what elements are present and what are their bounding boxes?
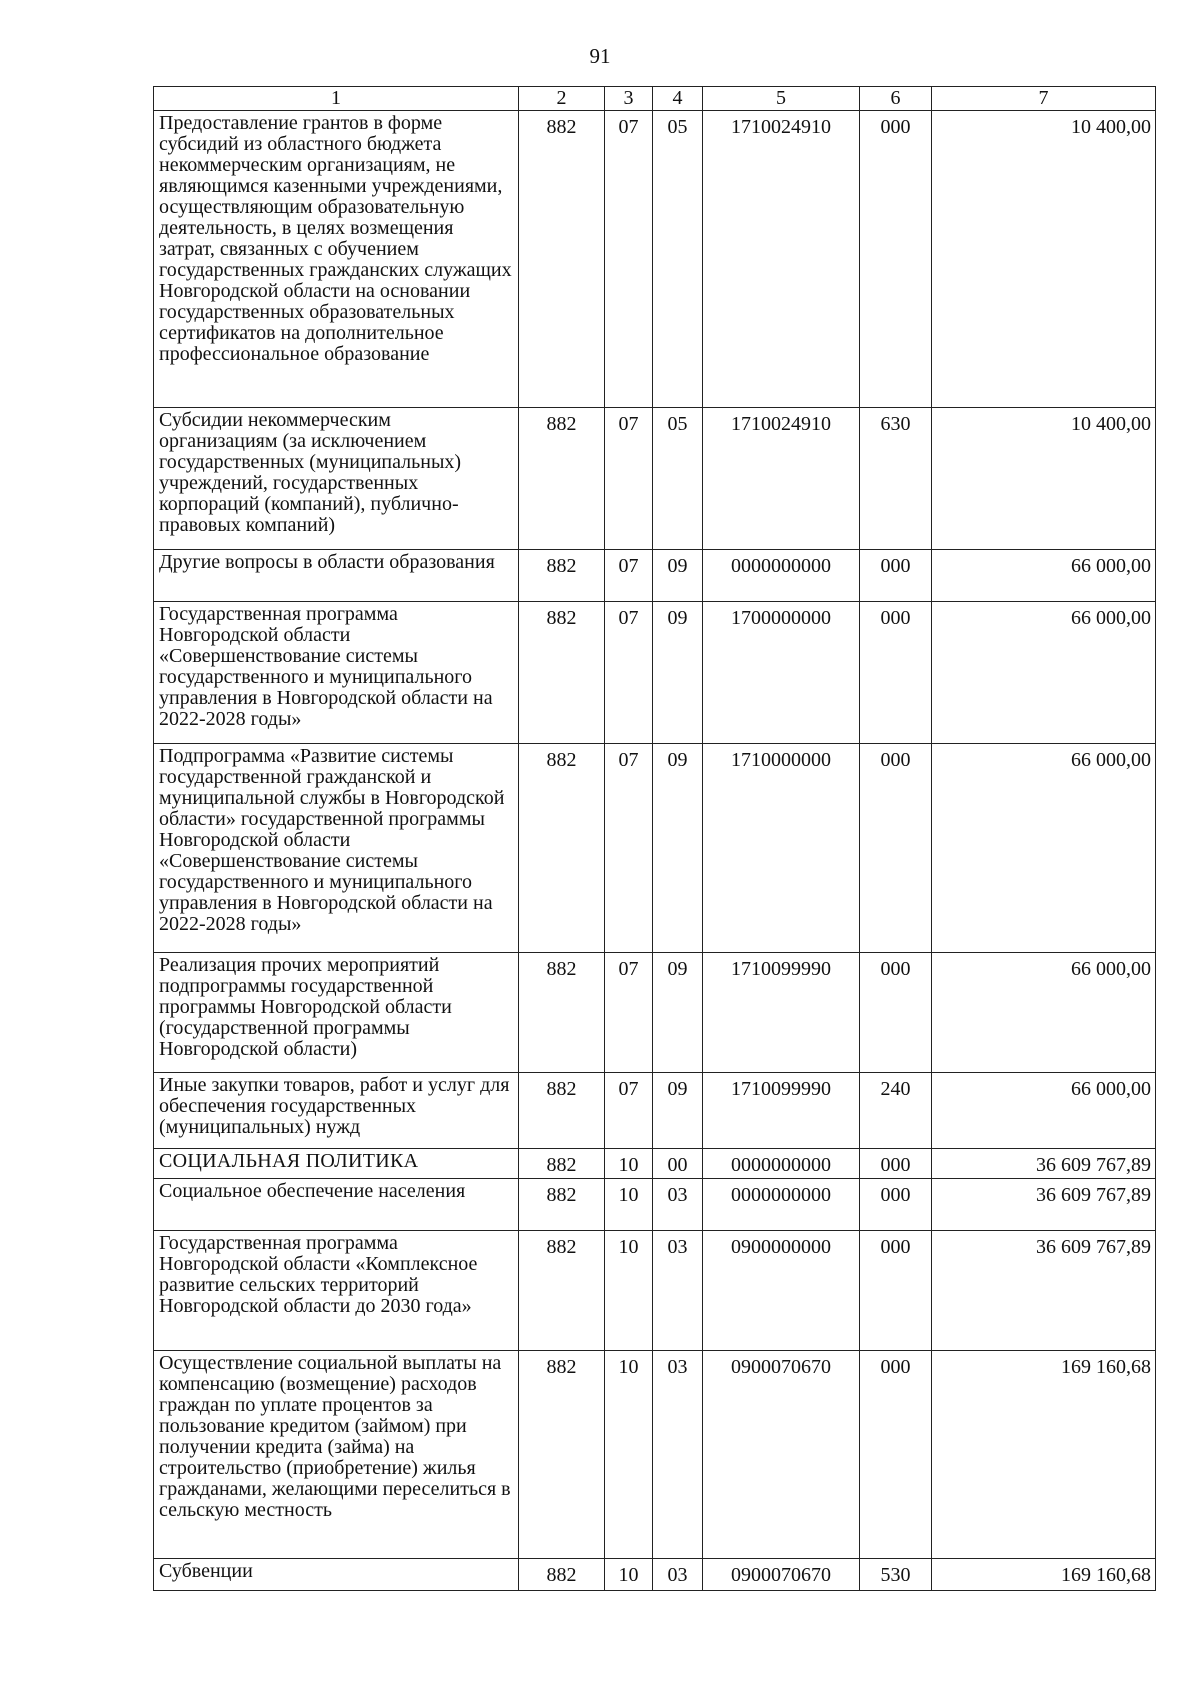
- row-target: 0900070670: [703, 1559, 860, 1591]
- table-row: [154, 550, 1156, 602]
- row-target: 0900000000: [703, 1231, 860, 1351]
- row-name: Субвенции: [154, 1559, 519, 1591]
- row-name: Осуществление социальной выплаты на компенсацию (возмещение) расходов граждан по уплате процентов за пользование кредитом (займом) при получении кредита (займа) на строительство (приобретение) жилья гражданами, желающими переселиться в сельскую местность: [154, 1351, 519, 1559]
- row-amount: 36 609 767,89: [932, 1231, 1156, 1351]
- row-section: 07: [605, 111, 653, 408]
- row-subsection: 00: [653, 1149, 703, 1179]
- row-subsection: 03: [653, 1231, 703, 1351]
- row-amount: 66 000,00: [932, 602, 1156, 744]
- row-name: Подпрограмма «Развитие системы государственной гражданской и муниципальной службы в Новгородской области» государственной программы Новгородской области «Совершенствование системы государственного и муниципального управления в Новгородской области на 2022-2028 годы»: [154, 744, 519, 953]
- row-target: 1700000000: [703, 602, 860, 744]
- row-expense-type: 000: [860, 602, 932, 744]
- row-amount: 10 400,00: [932, 408, 1156, 550]
- row-gov-code: 882: [519, 408, 605, 550]
- row-amount: 66 000,00: [932, 744, 1156, 953]
- row-target: 0000000000: [703, 1149, 860, 1179]
- row-section: 07: [605, 408, 653, 550]
- row-subsection: 09: [653, 550, 703, 602]
- row-expense-type: 000: [860, 744, 932, 953]
- row-section: 10: [605, 1231, 653, 1351]
- row-expense-type: 530: [860, 1559, 932, 1591]
- table-row: [154, 1231, 1156, 1351]
- header-col-1: 1: [154, 87, 519, 111]
- row-expense-type: 000: [860, 1179, 932, 1231]
- row-target: 1710099990: [703, 1073, 860, 1149]
- row-expense-type: 000: [860, 111, 932, 408]
- table-row: [154, 1351, 1156, 1559]
- row-subsection: 03: [653, 1351, 703, 1559]
- row-section: 10: [605, 1179, 653, 1231]
- row-subsection: 05: [653, 111, 703, 408]
- table-row: [154, 602, 1156, 744]
- row-amount: 66 000,00: [932, 953, 1156, 1073]
- row-subsection: 09: [653, 602, 703, 744]
- row-section: 07: [605, 744, 653, 953]
- row-subsection: 05: [653, 408, 703, 550]
- table-row: [154, 1073, 1156, 1149]
- row-expense-type: 000: [860, 1149, 932, 1179]
- row-gov-code: 882: [519, 1351, 605, 1559]
- row-gov-code: 882: [519, 1073, 605, 1149]
- row-expense-type: 000: [860, 1351, 932, 1559]
- row-target: 0000000000: [703, 1179, 860, 1231]
- row-section: 10: [605, 1149, 653, 1179]
- row-amount: 66 000,00: [932, 550, 1156, 602]
- row-gov-code: 882: [519, 111, 605, 408]
- row-amount: 66 000,00: [932, 1073, 1156, 1149]
- header-col-4: 4: [653, 87, 703, 111]
- table-row: [154, 1559, 1156, 1591]
- row-expense-type: 000: [860, 550, 932, 602]
- row-gov-code: 882: [519, 744, 605, 953]
- row-name: Государственная программа Новгородской области «Совершенствование системы государственного и муниципального управления в Новгородской области на 2022-2028 годы»: [154, 602, 519, 744]
- header-col-7: 7: [932, 87, 1156, 111]
- row-name: СОЦИАЛЬНАЯ ПОЛИТИКА: [154, 1149, 519, 1179]
- row-expense-type: 000: [860, 1231, 932, 1351]
- row-gov-code: 882: [519, 1179, 605, 1231]
- table-row: [154, 953, 1156, 1073]
- row-gov-code: 882: [519, 602, 605, 744]
- row-name: Социальное обеспечение населения: [154, 1179, 519, 1231]
- row-name: Государственная программа Новгородской области «Комплексное развитие сельских территорий Новгородской области до 2030 года»: [154, 1231, 519, 1351]
- table-row: [154, 408, 1156, 550]
- header-col-3: 3: [605, 87, 653, 111]
- row-amount: 36 609 767,89: [932, 1179, 1156, 1231]
- row-name: Субсидии некоммерческим организациям (за исключением государственных (муниципальных) учреждений, государственных корпораций (компаний), публично-правовых компаний): [154, 408, 519, 550]
- row-gov-code: 882: [519, 953, 605, 1073]
- row-expense-type: 630: [860, 408, 932, 550]
- row-amount: 10 400,00: [932, 111, 1156, 408]
- row-target: 0000000000: [703, 550, 860, 602]
- table-row: [154, 1149, 1156, 1179]
- row-gov-code: 882: [519, 1231, 605, 1351]
- row-name: Другие вопросы в области образования: [154, 550, 519, 602]
- row-target: 1710024910: [703, 408, 860, 550]
- row-amount: 36 609 767,89: [932, 1149, 1156, 1179]
- table-row: [154, 1179, 1156, 1231]
- row-amount: 169 160,68: [932, 1559, 1156, 1591]
- table-row: [154, 744, 1156, 953]
- row-expense-type: 000: [860, 953, 932, 1073]
- row-subsection: 09: [653, 953, 703, 1073]
- row-name: Реализация прочих мероприятий подпрограммы государственной программы Новгородской области (государственной программы Новгородской области): [154, 953, 519, 1073]
- row-gov-code: 882: [519, 1559, 605, 1591]
- row-section: 07: [605, 953, 653, 1073]
- row-target: 1710000000: [703, 744, 860, 953]
- table-row: [154, 111, 1156, 408]
- row-section: 10: [605, 1559, 653, 1591]
- row-name: Иные закупки товаров, работ и услуг для обеспечения государственных (муниципальных) нужд: [154, 1073, 519, 1149]
- row-name: Предоставление грантов в форме субсидий из областного бюджета некоммерческим организациям, не являющимся казенными учреждениями, осуществляющим образовательную деятельность, в целях возмещения затрат, связанных с обучением государственных гражданских служащих Новгородской области на основании государственных образовательных сертификатов на дополнительное профессиональное образование: [154, 111, 519, 408]
- row-gov-code: 882: [519, 1149, 605, 1179]
- row-subsection: 09: [653, 744, 703, 953]
- page-number: 91: [589, 44, 611, 68]
- header-col-6: 6: [860, 87, 932, 111]
- row-section: 07: [605, 602, 653, 744]
- row-target: 1710099990: [703, 953, 860, 1073]
- row-gov-code: 882: [519, 550, 605, 602]
- row-target: 0900070670: [703, 1351, 860, 1559]
- row-section: 07: [605, 550, 653, 602]
- budget-table: [153, 86, 1156, 1591]
- header-col-2: 2: [519, 87, 605, 111]
- row-subsection: 03: [653, 1559, 703, 1591]
- row-expense-type: 240: [860, 1073, 932, 1149]
- row-section: 07: [605, 1073, 653, 1149]
- header-col-5: 5: [703, 87, 860, 111]
- row-section: 10: [605, 1351, 653, 1559]
- row-subsection: 09: [653, 1073, 703, 1149]
- row-target: 1710024910: [703, 111, 860, 408]
- row-subsection: 03: [653, 1179, 703, 1231]
- table-header-row: [154, 87, 1156, 111]
- row-amount: 169 160,68: [932, 1351, 1156, 1559]
